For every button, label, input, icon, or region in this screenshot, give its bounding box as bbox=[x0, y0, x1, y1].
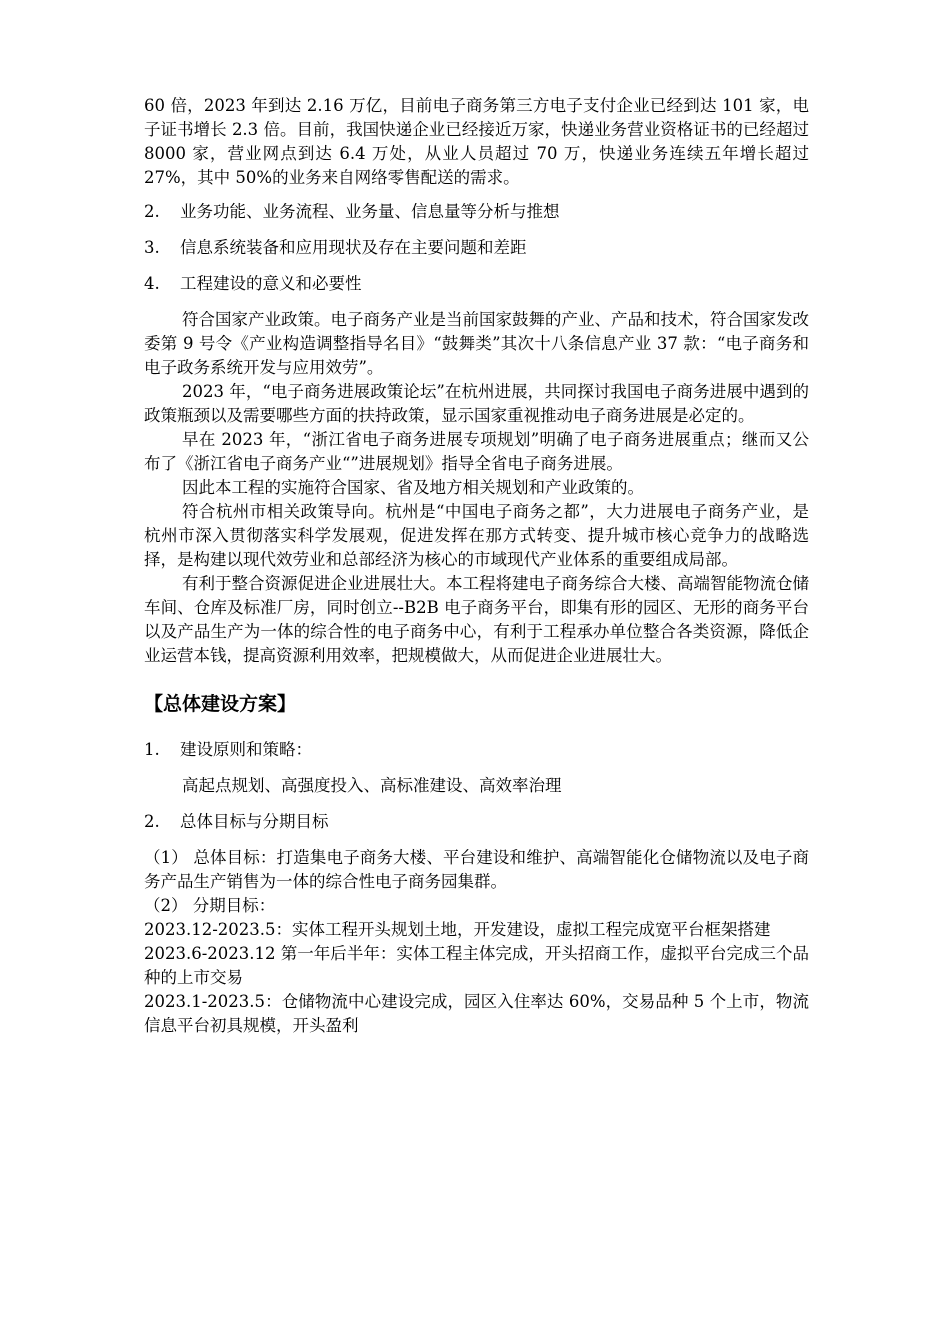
list-number: 1. bbox=[144, 740, 160, 759]
list-text: 信息系统装备和应用现状及存在主要问题和差距 bbox=[180, 238, 527, 257]
list-text: 工程建设的意义和必要性 bbox=[180, 274, 362, 293]
goal-line: 2023.1-2023.5：仓储物流中心建设完成，园区入住率达 60%，交易品种 5 个上市，物流信息平台初具规模，开头盈利 bbox=[144, 992, 809, 1035]
goal-line: （1） 总体目标：打造集电子商务大楼、平台建设和维护、高端智能化仓储物流以及电子商务产品生产销售为一体的综合性电子商务园集群。 bbox=[144, 848, 809, 891]
section-item-1 bbox=[144, 738, 809, 762]
body-paragraph: 因此本工程的实施符合国家、省及地方相关规划和产业政策的。 bbox=[182, 478, 644, 497]
list-number: 2. bbox=[144, 202, 160, 221]
body-paragraph: 符合国家产业政策。电子商务产业是当前国家鼓舞的产业、产品和技术，符合国家发改委第 9 号令《产业构造调整指导名目》“鼓舞类”其次十八条信息产业 37 款：“电子商务和电子政务系统开发与应用效劳”。 bbox=[144, 310, 809, 377]
body-paragraph: 符合杭州市相关政策导向。杭州是“中国电子商务之都”，大力进展电子商务产业，是杭州市深入贯彻落实科学发展观，促进发挥在那方式转变、提升城市核心竞争力的战略选择，是构建以现代效劳业和总部经济为核心的市域现代产业体系的重要组成局部。 bbox=[144, 502, 809, 569]
body-paragraph: 2023 年，“电子商务进展政策论坛”在杭州进展，共同探讨我国电子商务进展中遇到的政策瓶颈以及需要哪些方面的扶持政策，显示国家重视推动电子商务进展是必定的。 bbox=[144, 382, 809, 425]
list-number: 4. bbox=[144, 274, 160, 293]
intro-paragraph: 60 倍，2023 年到达 2.16 万亿，目前电子商务第三方电子支付企业已经到达 101 家，电子证书增长 2.3 倍。目前，我国快递企业已经接近万家，快递业务营业资格证书的已经超过 8000 家，营业网点到达 6.4 万处，从业人员超过 70 万，快递业务连续五年增长超过 27%，其中 50%的业务来自网络零售配送的需求。 bbox=[144, 96, 809, 187]
list-text: 建设原则和策略： bbox=[180, 740, 312, 759]
goal-line: （2） 分期目标： bbox=[144, 896, 276, 915]
body-paragraph: 早在 2023 年，“浙江省电子商务进展专项规划”明确了电子商务进展重点；继而又公布了《浙江省电子商务产业“”进展规划》指导全省电子商务进展。 bbox=[144, 430, 809, 473]
goal-line: 2023.12-2023.5：实体工程开头规划土地，开发建设，虚拟工程完成宽平台框架搭建 bbox=[144, 920, 771, 939]
list-text: 总体目标与分期目标 bbox=[180, 812, 329, 831]
goal-line: 2023.6-2023.12 第一年后半年：实体工程主体完成，开头招商工作，虚拟平台完成三个品种的上市交易 bbox=[144, 944, 809, 987]
body-paragraph: 有利于整合资源促进企业进展壮大。本工程将建电子商务综合大楼、高端智能物流仓储车间、仓库及标准厂房，同时创立--B2B 电子商务平台，即集有形的园区、无形的商务平台以及产品生产为一体的综合性的电子商务中心，有利于工程承办单位整合各类资源，降低企业运营本钱，提高资源利用效率，把规模做大，从而促进企业进展壮大。 bbox=[144, 574, 809, 665]
list-item-4 bbox=[144, 272, 809, 296]
list-number: 3. bbox=[144, 238, 160, 257]
list-text: 业务功能、业务流程、业务量、信息量等分析与推想 bbox=[180, 202, 560, 221]
section-heading: 【总体建设方案】 bbox=[144, 693, 297, 715]
section-item-2 bbox=[144, 810, 809, 834]
list-number: 2. bbox=[144, 812, 160, 831]
document-body bbox=[144, 94, 809, 1038]
principle-text: 高起点规划、高强度投入、高标准建设、高效率治理 bbox=[182, 776, 562, 795]
list-item-2 bbox=[144, 200, 809, 224]
list-item-3 bbox=[144, 236, 809, 260]
